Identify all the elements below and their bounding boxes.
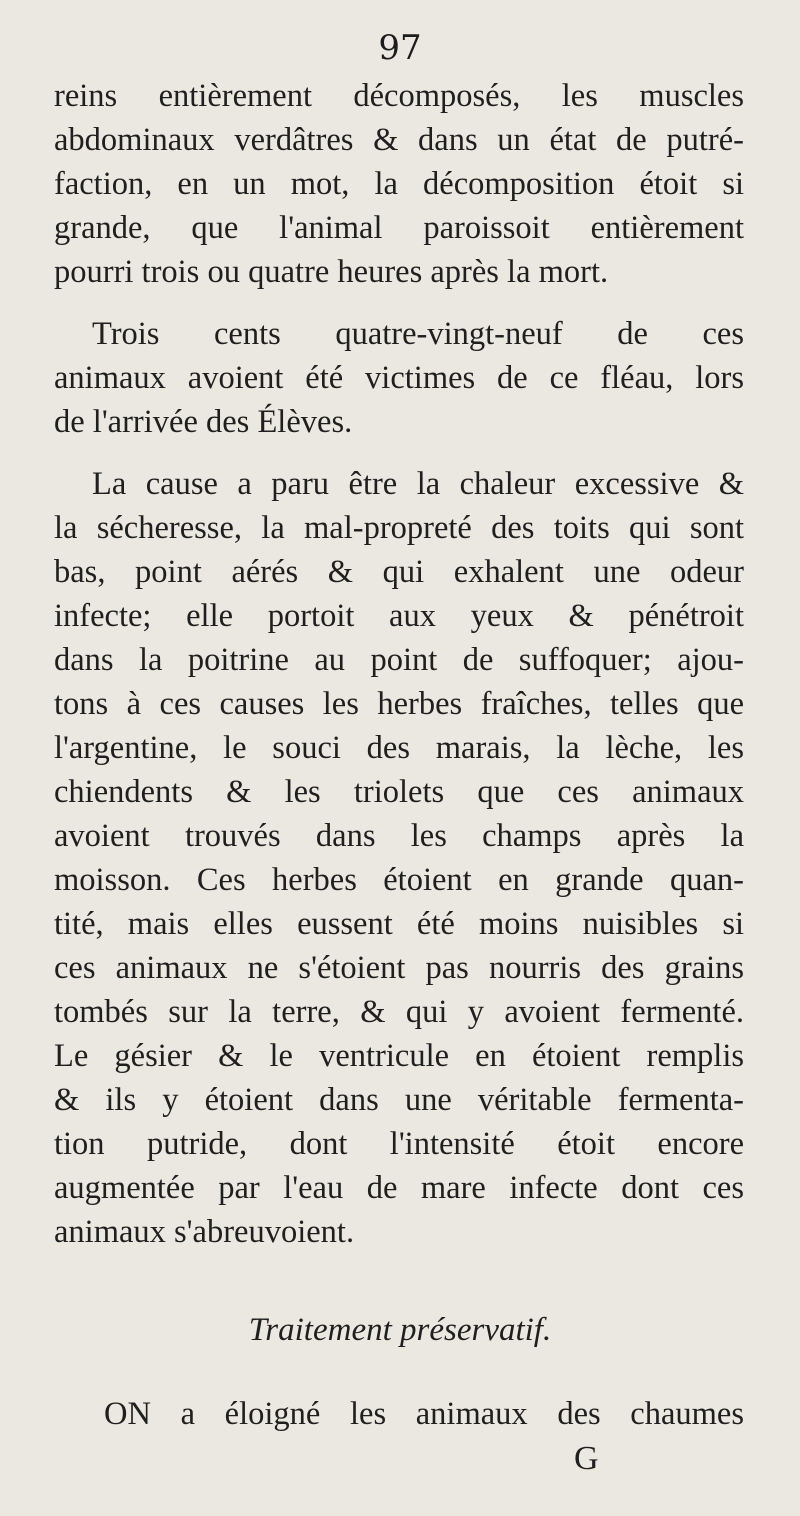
page-number: 97: [378, 28, 422, 68]
text-line: Trois cents quatre-vingt-neuf de ces: [92, 316, 744, 352]
text-line: augmentée par l'eau de mare infecte dont ces: [54, 1170, 744, 1206]
text-line: avoient trouvés dans les champs après la: [54, 818, 744, 854]
text-line: chiendents & les triolets que ces animaux: [54, 774, 744, 810]
section-heading: Traitement préservatif.: [248, 1312, 552, 1348]
text-line: ces animaux ne s'étoient pas nourris des grains: [54, 950, 744, 986]
text-line: tion putride, dont l'intensité étoit encore: [54, 1126, 744, 1162]
signature-mark: G: [574, 1440, 599, 1477]
text-line: grande, que l'animal paroissoit entièrement: [54, 210, 744, 246]
text-line: tombés sur la terre, & qui y avoient fermenté.: [54, 994, 744, 1030]
text-line: abdominaux verdâtres & dans un état de putré-: [54, 122, 744, 158]
body-text: [54, 74, 744, 1254]
text-line: reins entièrement décomposés, les muscles: [54, 78, 744, 114]
text-line: de l'arrivée des Élèves.: [54, 404, 353, 440]
text-line: dans la poitrine au point de suffoquer; ajou-: [54, 642, 744, 678]
text-line: animaux avoient été victimes de ce fléau, lors: [54, 360, 744, 396]
text-line: & ils y étoient dans une véritable fermenta-: [54, 1082, 744, 1118]
text-line: moisson. Ces herbes étoient en grande quan-: [54, 862, 744, 898]
text-line: tité, mais elles eussent été moins nuisibles si: [54, 906, 744, 942]
text-line: bas, point aérés & qui exhalent une odeur: [54, 554, 744, 590]
text-line: La cause a paru être la chaleur excessive &: [92, 466, 744, 502]
text-line: infecte; elle portoit aux yeux & pénétroit: [54, 598, 744, 634]
text-line: faction, en un mot, la décomposition étoit si: [54, 166, 744, 202]
text-line: Le gésier & le ventricule en étoient remplis: [54, 1038, 744, 1074]
text-line: tons à ces causes les herbes fraîches, telles que: [54, 686, 744, 722]
text-line: la sécheresse, la mal-propreté des toits qui sont: [54, 510, 744, 546]
text-line: ON a éloigné les animaux des chaumes: [104, 1396, 744, 1432]
text-line: animaux s'abreuvoient.: [54, 1214, 355, 1250]
text-line: pourri trois ou quatre heures après la mort.: [54, 254, 609, 290]
text-line: l'argentine, le souci des marais, la lèche, les: [54, 730, 744, 766]
